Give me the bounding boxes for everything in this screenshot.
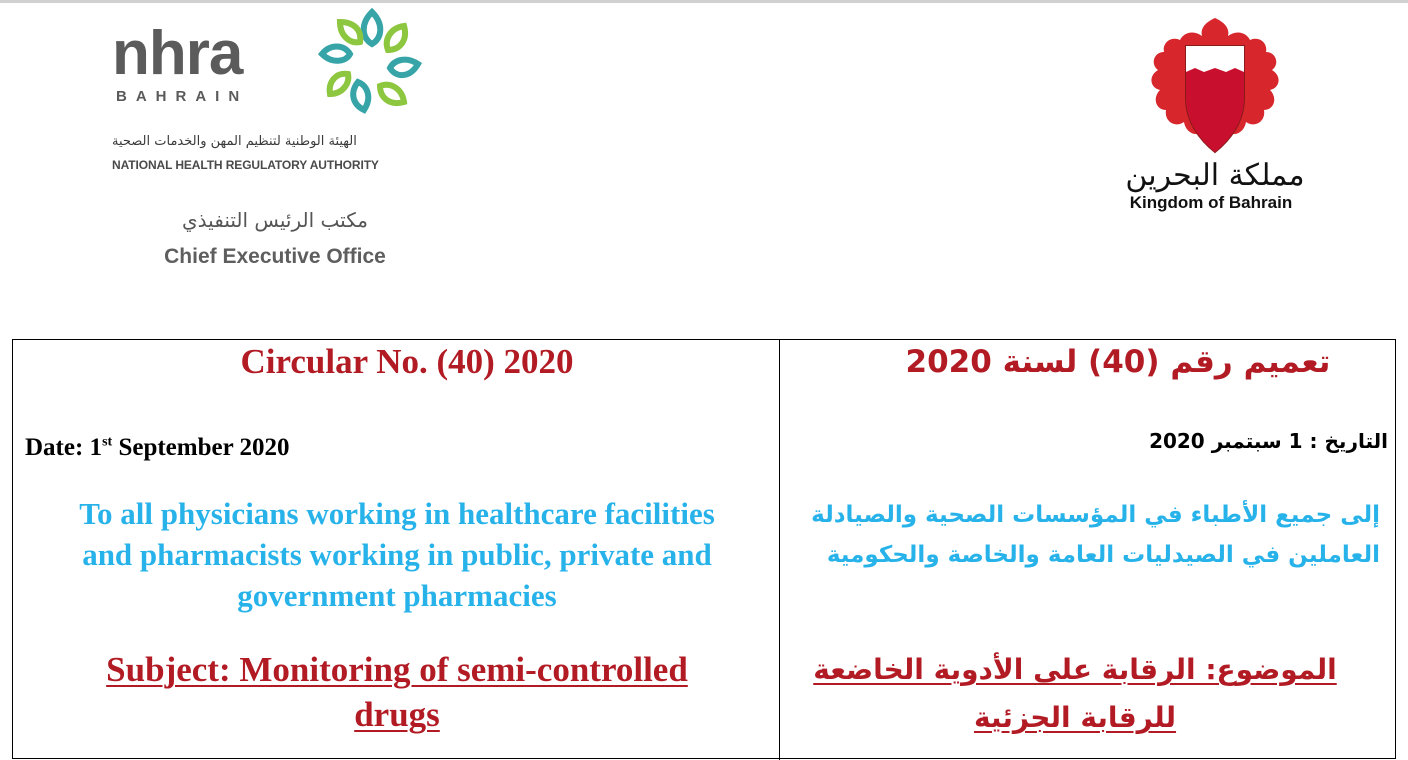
top-border-line	[0, 0, 1408, 3]
recipients-english-line: government pharmacies	[237, 578, 557, 613]
circular-date-english	[25, 434, 525, 462]
recipients-arabic-line: إلى جميع الأطباء في المؤسسات الصحية والصيادلة	[811, 502, 1380, 528]
nhra-flower-icon	[306, 2, 438, 126]
subject-arabic	[800, 646, 1350, 742]
kingdom-name-arabic: مملكة البحرين	[1125, 158, 1305, 193]
nhra-logo-country: BAHRAIN	[116, 88, 249, 105]
recipients-english	[23, 493, 771, 616]
subject-english-line: drugs	[354, 695, 440, 734]
bahrain-emblem-icon	[1136, 12, 1294, 162]
recipients-arabic-line: العاملين في الصيدليات العامة والخاصة والحكومية	[826, 542, 1380, 568]
nhra-name-arabic: الهيئة الوطنية لتنظيم المهن والخدمات الصحية	[112, 134, 357, 149]
recipients-arabic	[784, 495, 1380, 575]
circular-english-column	[13, 340, 779, 760]
subject-arabic-line: الموضوع: الرقابة على الأدوية الخاضعة	[813, 653, 1337, 686]
circular-title-english: Circular No. (40) 2020	[240, 342, 574, 381]
recipients-english-line: and pharmacists working in public, private and	[82, 537, 712, 572]
office-name-english: Chief Executive Office	[164, 245, 386, 268]
circular-table	[12, 339, 1396, 759]
date-rest: September 2020	[112, 434, 290, 461]
circular-title-arabic: تعميم رقم (40) لسنة 2020	[905, 344, 1331, 380]
office-name-arabic: مكتب الرئيس التنفيذي	[182, 208, 368, 232]
recipients-english-line: To all physicians working in healthcare facilities	[79, 496, 715, 531]
subject-english	[23, 647, 771, 737]
circular-date-arabic: التاريخ : 1 سبتمبر 2020	[1149, 429, 1388, 453]
circular-arabic-column	[780, 340, 1396, 760]
date-label: Date: 1	[25, 434, 103, 461]
date-ordinal-suffix: st	[102, 434, 113, 450]
nhra-logo-word: nhra	[112, 19, 243, 88]
kingdom-name-english: Kingdom of Bahrain	[1129, 193, 1293, 212]
subject-english-line: Subject: Monitoring of semi-controlled	[106, 650, 688, 689]
nhra-name-english: NATIONAL HEALTH REGULATORY AUTHORITY	[112, 158, 379, 172]
subject-arabic-line: للرقابة الجزئية	[973, 701, 1177, 734]
